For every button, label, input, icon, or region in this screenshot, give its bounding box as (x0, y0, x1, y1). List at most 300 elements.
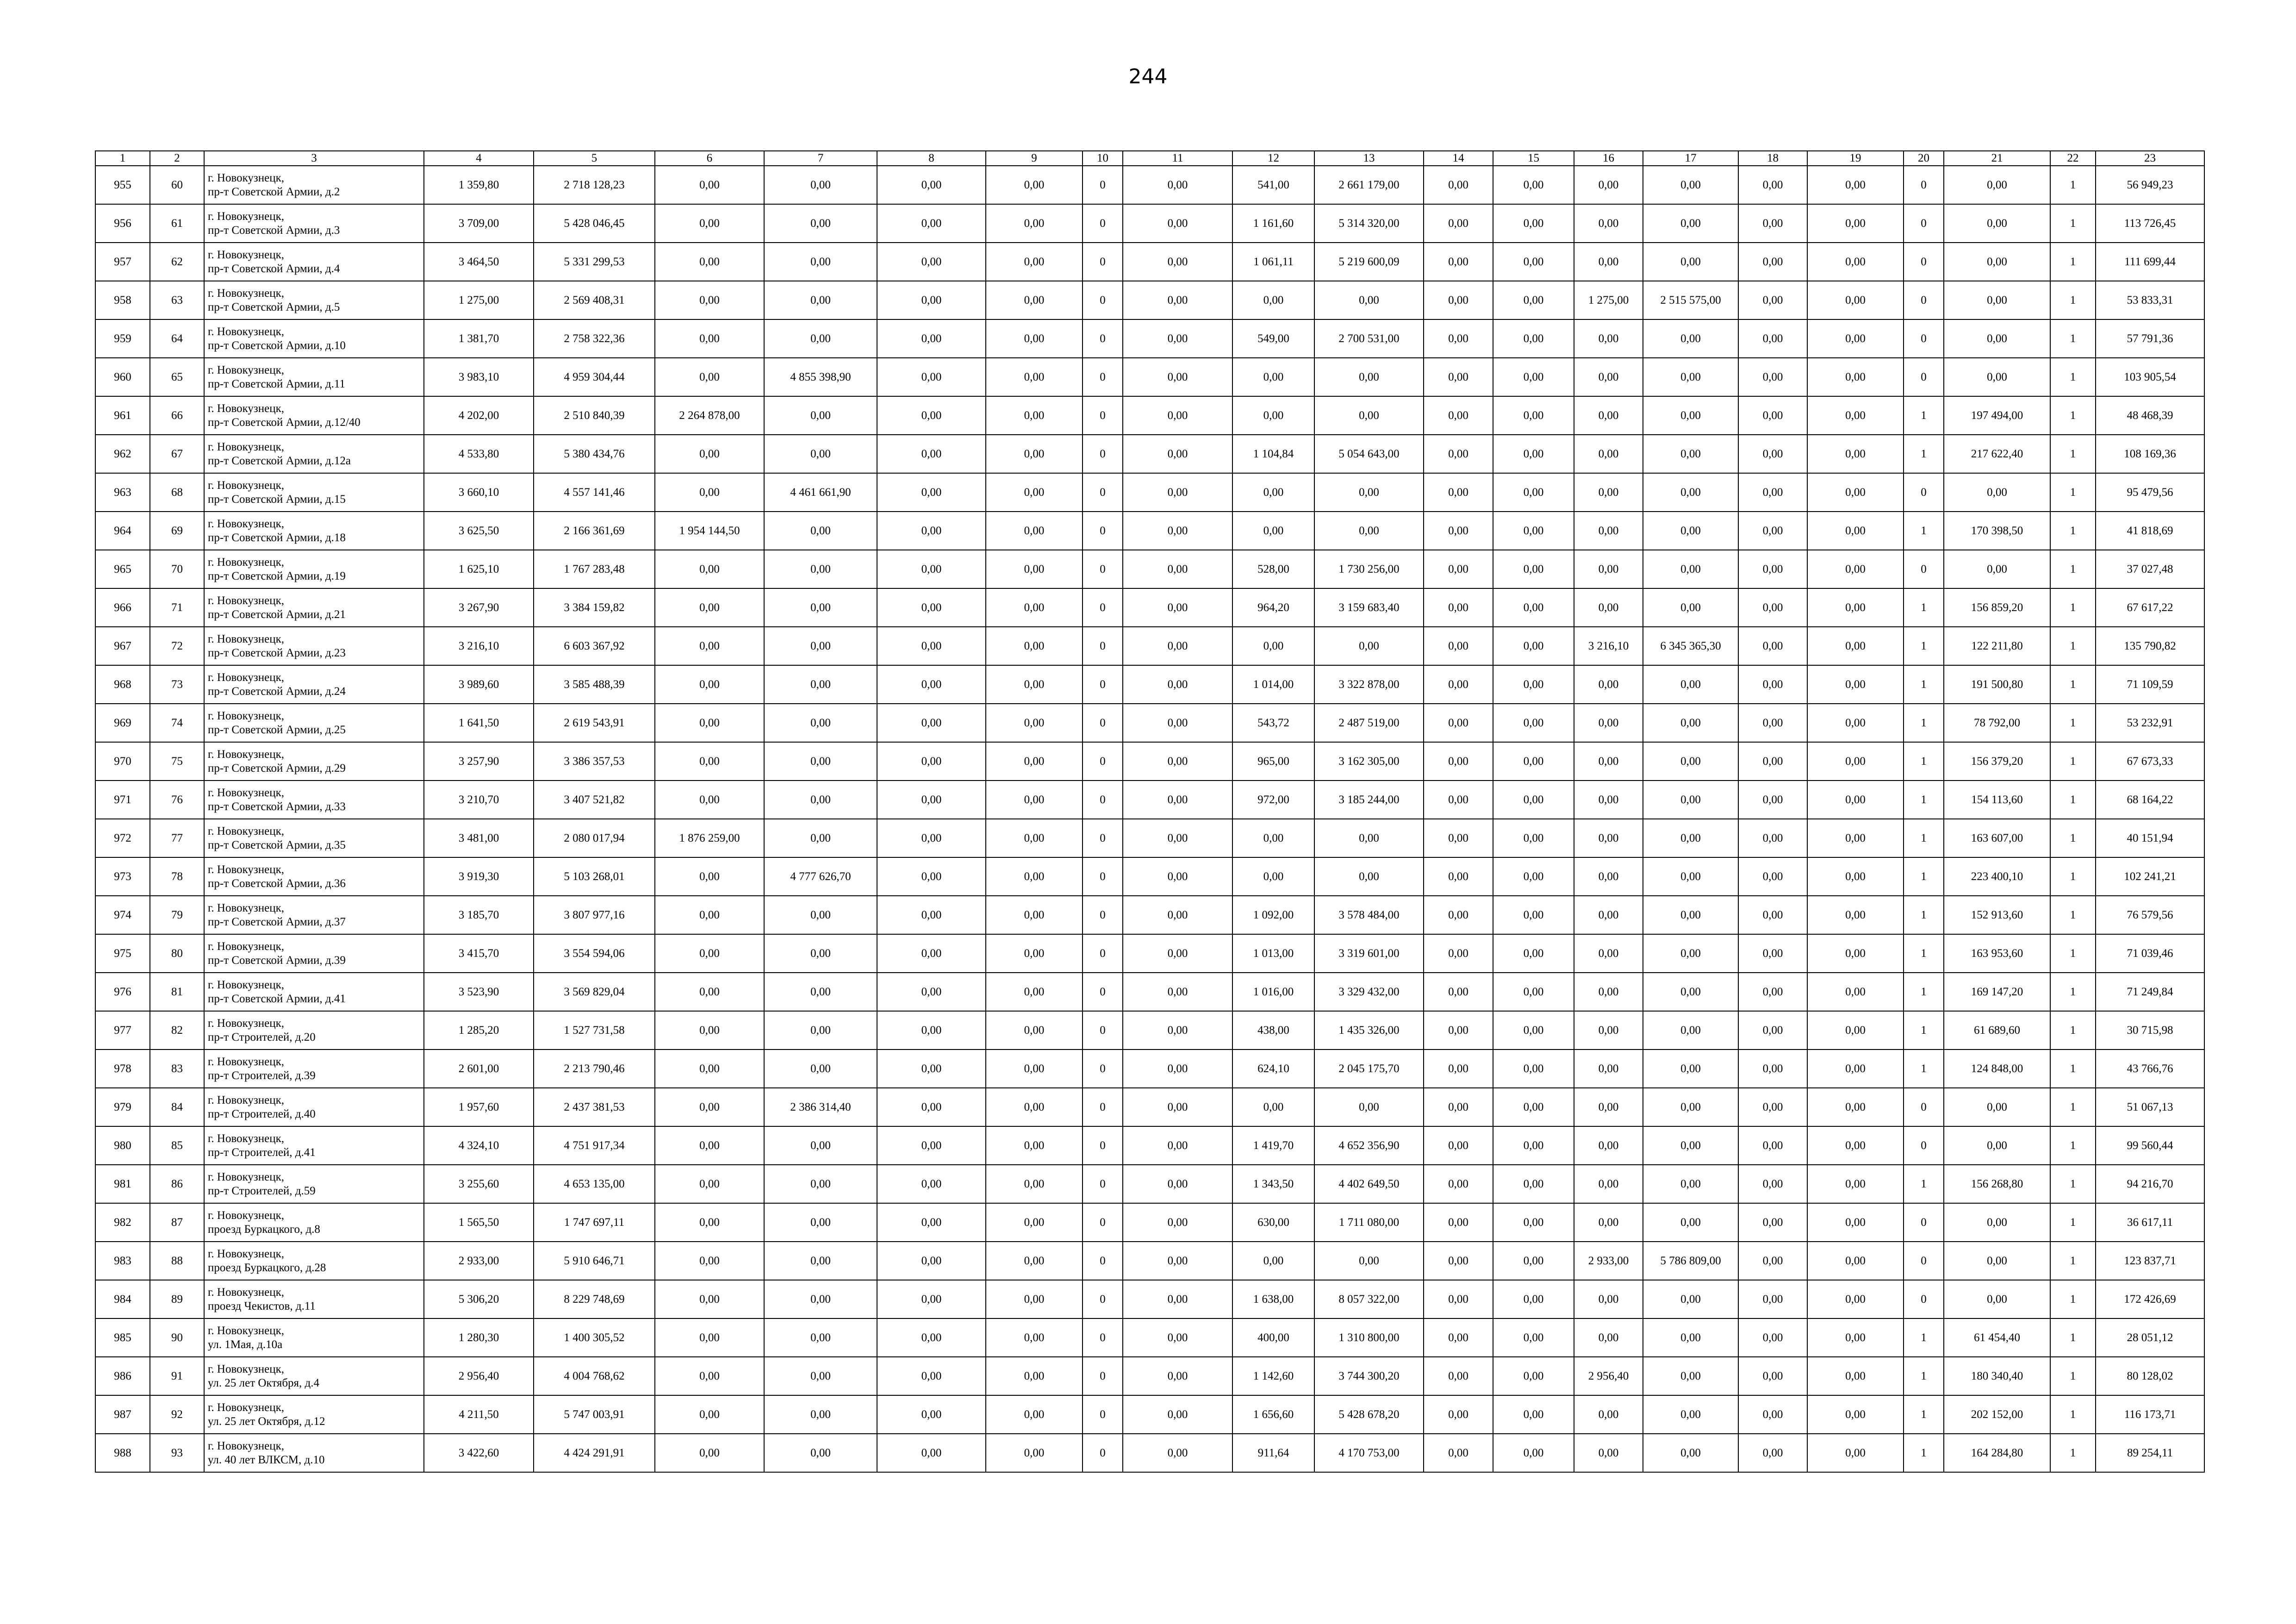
cell-col-8: 0,00 (877, 1280, 986, 1318)
address-street: пр-т Советской Армии, д.24 (208, 685, 346, 698)
cell-col-8: 0,00 (877, 550, 986, 588)
cell-col-8: 0,00 (877, 1318, 986, 1357)
address-cell (204, 550, 424, 588)
cell-col-1: 982 (95, 1203, 150, 1242)
address-street: пр-т Советской Армии, д.10 (208, 339, 346, 352)
cell-col-20: 1 (1904, 819, 1944, 857)
cell-col-10: 0 (1083, 166, 1123, 204)
cell-col-10: 0 (1083, 1242, 1123, 1280)
cell-col-11: 0,00 (1123, 1203, 1232, 1242)
cell-col-7: 4 855 398,90 (764, 358, 877, 396)
cell-col-20: 1 (1904, 934, 1944, 973)
table-row (95, 358, 2204, 396)
cell-col-22: 1 (2050, 934, 2096, 973)
cell-col-5: 1 747 697,11 (534, 1203, 655, 1242)
cell-col-22: 1 (2050, 704, 2096, 742)
column-number: 3 (204, 151, 424, 166)
cell-col-17: 0,00 (1643, 1395, 1738, 1434)
cell-col-19: 0,00 (1807, 243, 1904, 281)
address-street: пр-т Советской Армии, д.5 (208, 300, 340, 313)
cell-col-21: 191 500,80 (1944, 665, 2050, 704)
cell-col-20: 1 (1904, 396, 1944, 435)
cell-col-10: 0 (1083, 1165, 1123, 1203)
cell-col-22: 1 (2050, 512, 2096, 550)
cell-col-23: 95 479,56 (2096, 473, 2204, 512)
table-row (95, 1203, 2204, 1242)
cell-col-4: 4 533,80 (424, 435, 534, 473)
cell-col-21: 0,00 (1944, 1280, 2050, 1318)
cell-col-17: 0,00 (1643, 1318, 1738, 1357)
cell-col-2: 87 (150, 1203, 204, 1242)
cell-col-4: 1 381,70 (424, 319, 534, 358)
table-row (95, 473, 2204, 512)
cell-col-21: 0,00 (1944, 319, 2050, 358)
cell-col-11: 0,00 (1123, 665, 1232, 704)
cell-col-5: 5 428 046,45 (534, 204, 655, 243)
cell-col-20: 0 (1904, 1126, 1944, 1165)
cell-col-2: 91 (150, 1357, 204, 1395)
cell-col-12: 1 343,50 (1232, 1165, 1314, 1203)
cell-col-4: 1 565,50 (424, 1203, 534, 1242)
column-number: 1 (95, 151, 150, 166)
cell-col-6: 1 876 259,00 (655, 819, 764, 857)
cell-col-11: 0,00 (1123, 742, 1232, 781)
cell-col-18: 0,00 (1738, 588, 1807, 627)
cell-col-6: 0,00 (655, 319, 764, 358)
cell-col-18: 0,00 (1738, 1318, 1807, 1357)
cell-col-22: 1 (2050, 627, 2096, 665)
cell-col-8: 0,00 (877, 243, 986, 281)
cell-col-14: 0,00 (1424, 1395, 1493, 1434)
cell-col-12: 1 104,84 (1232, 435, 1314, 473)
address-street: пр-т Советской Армии, д.39 (208, 954, 346, 967)
cell-col-7: 0,00 (764, 243, 877, 281)
cell-col-12: 543,72 (1232, 704, 1314, 742)
cell-col-10: 0 (1083, 396, 1123, 435)
cell-col-12: 1 061,11 (1232, 243, 1314, 281)
cell-col-2: 80 (150, 934, 204, 973)
cell-col-7: 0,00 (764, 319, 877, 358)
cell-col-4: 3 481,00 (424, 819, 534, 857)
cell-col-23: 48 468,39 (2096, 396, 2204, 435)
cell-col-1: 978 (95, 1049, 150, 1088)
cell-col-10: 0 (1083, 704, 1123, 742)
cell-col-4: 2 601,00 (424, 1049, 534, 1088)
cell-col-13: 3 185 244,00 (1314, 781, 1424, 819)
cell-col-19: 0,00 (1807, 204, 1904, 243)
cell-col-14: 0,00 (1424, 166, 1493, 204)
address-cell (204, 857, 424, 896)
cell-col-18: 0,00 (1738, 319, 1807, 358)
cell-col-7: 0,00 (764, 588, 877, 627)
cell-col-11: 0,00 (1123, 1165, 1232, 1203)
cell-col-9: 0,00 (986, 857, 1083, 896)
column-number: 9 (986, 151, 1083, 166)
cell-col-5: 8 229 748,69 (534, 1280, 655, 1318)
cell-col-6: 0,00 (655, 166, 764, 204)
address-city: г. Новокузнецк, (208, 1093, 285, 1106)
cell-col-16: 0,00 (1574, 319, 1643, 358)
cell-col-1: 960 (95, 358, 150, 396)
address-street: пр-т Советской Армии, д.33 (208, 800, 346, 813)
cell-col-14: 0,00 (1424, 1049, 1493, 1088)
cell-col-16: 0,00 (1574, 1280, 1643, 1318)
cell-col-5: 3 384 159,82 (534, 588, 655, 627)
cell-col-12: 1 092,00 (1232, 896, 1314, 934)
cell-col-23: 36 617,11 (2096, 1203, 2204, 1242)
cell-col-22: 1 (2050, 1011, 2096, 1049)
column-number: 2 (150, 151, 204, 166)
cell-col-9: 0,00 (986, 1434, 1083, 1472)
cell-col-6: 0,00 (655, 550, 764, 588)
cell-col-10: 0 (1083, 665, 1123, 704)
cell-col-18: 0,00 (1738, 704, 1807, 742)
cell-col-5: 5 910 646,71 (534, 1242, 655, 1280)
cell-col-15: 0,00 (1493, 435, 1574, 473)
cell-col-8: 0,00 (877, 1126, 986, 1165)
address-street: пр-т Советской Армии, д.36 (208, 877, 346, 890)
table-row (95, 1126, 2204, 1165)
address-street: пр-т Советской Армии, д.23 (208, 646, 346, 659)
cell-col-17: 0,00 (1643, 358, 1738, 396)
address-cell (204, 281, 424, 319)
cell-col-19: 0,00 (1807, 1011, 1904, 1049)
cell-col-20: 1 (1904, 704, 1944, 742)
address-city: г. Новокузнецк, (208, 210, 285, 223)
cell-col-16: 0,00 (1574, 1049, 1643, 1088)
cell-col-23: 76 579,56 (2096, 896, 2204, 934)
cell-col-4: 3 989,60 (424, 665, 534, 704)
address-street: ул. 1Мая, д.10а (208, 1338, 283, 1351)
cell-col-10: 0 (1083, 204, 1123, 243)
table-row (95, 857, 2204, 896)
cell-col-23: 30 715,98 (2096, 1011, 2204, 1049)
cell-col-18: 0,00 (1738, 819, 1807, 857)
cell-col-14: 0,00 (1424, 473, 1493, 512)
cell-col-14: 0,00 (1424, 1088, 1493, 1126)
address-city: г. Новокузнецк, (208, 440, 285, 453)
cell-col-14: 0,00 (1424, 1165, 1493, 1203)
cell-col-10: 0 (1083, 243, 1123, 281)
address-cell (204, 1126, 424, 1165)
cell-col-6: 0,00 (655, 857, 764, 896)
cell-col-5: 4 959 304,44 (534, 358, 655, 396)
cell-col-9: 0,00 (986, 1318, 1083, 1357)
cell-col-19: 0,00 (1807, 1357, 1904, 1395)
address-city: г. Новокузнецк, (208, 1055, 285, 1068)
cell-col-21: 61 454,40 (1944, 1318, 2050, 1357)
cell-col-20: 0 (1904, 1280, 1944, 1318)
cell-col-16: 0,00 (1574, 512, 1643, 550)
cell-col-2: 61 (150, 204, 204, 243)
address-city: г. Новокузнецк, (208, 1017, 285, 1030)
cell-col-4: 1 280,30 (424, 1318, 534, 1357)
address-city: г. Новокузнецк, (208, 940, 285, 953)
cell-col-8: 0,00 (877, 204, 986, 243)
cell-col-9: 0,00 (986, 1011, 1083, 1049)
address-street: пр-т Советской Армии, д.21 (208, 608, 346, 621)
cell-col-10: 0 (1083, 281, 1123, 319)
cell-col-6: 0,00 (655, 1203, 764, 1242)
cell-col-23: 102 241,21 (2096, 857, 2204, 896)
cell-col-21: 78 792,00 (1944, 704, 2050, 742)
cell-col-5: 1 767 283,48 (534, 550, 655, 588)
cell-col-14: 0,00 (1424, 973, 1493, 1011)
cell-col-1: 967 (95, 627, 150, 665)
cell-col-1: 983 (95, 1242, 150, 1280)
table-row (95, 1357, 2204, 1395)
address-city: г. Новокузнецк, (208, 901, 285, 914)
cell-col-7: 0,00 (764, 742, 877, 781)
cell-col-12: 1 016,00 (1232, 973, 1314, 1011)
cell-col-14: 0,00 (1424, 934, 1493, 973)
cell-col-10: 0 (1083, 1049, 1123, 1088)
cell-col-16: 0,00 (1574, 1434, 1643, 1472)
cell-col-15: 0,00 (1493, 1434, 1574, 1472)
cell-col-18: 0,00 (1738, 781, 1807, 819)
cell-col-21: 0,00 (1944, 243, 2050, 281)
cell-col-13: 2 045 175,70 (1314, 1049, 1424, 1088)
cell-col-1: 956 (95, 204, 150, 243)
cell-col-13: 1 730 256,00 (1314, 550, 1424, 588)
cell-col-16: 0,00 (1574, 781, 1643, 819)
table-row (95, 1242, 2204, 1280)
cell-col-10: 0 (1083, 627, 1123, 665)
table-row (95, 435, 2204, 473)
cell-col-15: 0,00 (1493, 1011, 1574, 1049)
cell-col-14: 0,00 (1424, 665, 1493, 704)
table-row (95, 550, 2204, 588)
cell-col-14: 0,00 (1424, 512, 1493, 550)
address-city: г. Новокузнецк, (208, 1247, 285, 1260)
cell-col-12: 624,10 (1232, 1049, 1314, 1088)
cell-col-20: 1 (1904, 781, 1944, 819)
cell-col-19: 0,00 (1807, 704, 1904, 742)
cell-col-4: 3 709,00 (424, 204, 534, 243)
cell-col-7: 0,00 (764, 1280, 877, 1318)
table-row (95, 281, 2204, 319)
cell-col-23: 57 791,36 (2096, 319, 2204, 358)
cell-col-19: 0,00 (1807, 1165, 1904, 1203)
cell-col-13: 4 170 753,00 (1314, 1434, 1424, 1472)
cell-col-9: 0,00 (986, 512, 1083, 550)
cell-col-1: 977 (95, 1011, 150, 1049)
cell-col-12: 438,00 (1232, 1011, 1314, 1049)
cell-col-11: 0,00 (1123, 1434, 1232, 1472)
cell-col-14: 0,00 (1424, 781, 1493, 819)
address-cell (204, 319, 424, 358)
cell-col-6: 1 954 144,50 (655, 512, 764, 550)
cell-col-5: 3 585 488,39 (534, 665, 655, 704)
cell-col-17: 0,00 (1643, 1357, 1738, 1395)
cell-col-15: 0,00 (1493, 934, 1574, 973)
cell-col-2: 84 (150, 1088, 204, 1126)
address-street: пр-т Строителей, д.39 (208, 1069, 316, 1082)
cell-col-9: 0,00 (986, 934, 1083, 973)
cell-col-5: 2 166 361,69 (534, 512, 655, 550)
cell-col-18: 0,00 (1738, 396, 1807, 435)
cell-col-4: 3 210,70 (424, 781, 534, 819)
cell-col-11: 0,00 (1123, 512, 1232, 550)
cell-col-15: 0,00 (1493, 1395, 1574, 1434)
cell-col-13: 3 319 601,00 (1314, 934, 1424, 973)
cell-col-19: 0,00 (1807, 473, 1904, 512)
cell-col-19: 0,00 (1807, 934, 1904, 973)
cell-col-23: 71 109,59 (2096, 665, 2204, 704)
cell-col-20: 1 (1904, 588, 1944, 627)
cell-col-15: 0,00 (1493, 1318, 1574, 1357)
cell-col-8: 0,00 (877, 1242, 986, 1280)
cell-col-8: 0,00 (877, 473, 986, 512)
cell-col-12: 0,00 (1232, 627, 1314, 665)
cell-col-8: 0,00 (877, 1203, 986, 1242)
cell-col-20: 1 (1904, 1318, 1944, 1357)
address-street: пр-т Советской Армии, д.29 (208, 762, 346, 775)
cell-col-6: 0,00 (655, 742, 764, 781)
cell-col-13: 3 322 878,00 (1314, 665, 1424, 704)
column-number: 4 (424, 151, 534, 166)
cell-col-21: 0,00 (1944, 1088, 2050, 1126)
cell-col-10: 0 (1083, 1318, 1123, 1357)
cell-col-19: 0,00 (1807, 166, 1904, 204)
cell-col-13: 5 314 320,00 (1314, 204, 1424, 243)
cell-col-13: 0,00 (1314, 1242, 1424, 1280)
cell-col-16: 0,00 (1574, 588, 1643, 627)
table-row (95, 588, 2204, 627)
cell-col-10: 0 (1083, 1434, 1123, 1472)
cell-col-2: 78 (150, 857, 204, 896)
cell-col-22: 1 (2050, 166, 2096, 204)
cell-col-20: 1 (1904, 973, 1944, 1011)
address-city: г. Новокузнецк, (208, 1209, 285, 1222)
cell-col-22: 1 (2050, 1126, 2096, 1165)
cell-col-16: 0,00 (1574, 973, 1643, 1011)
cell-col-11: 0,00 (1123, 896, 1232, 934)
address-cell (204, 973, 424, 1011)
cell-col-19: 0,00 (1807, 1203, 1904, 1242)
cell-col-9: 0,00 (986, 435, 1083, 473)
cell-col-21: 223 400,10 (1944, 857, 2050, 896)
cell-col-7: 0,00 (764, 1165, 877, 1203)
cell-col-11: 0,00 (1123, 204, 1232, 243)
cell-col-13: 0,00 (1314, 627, 1424, 665)
cell-col-10: 0 (1083, 781, 1123, 819)
cell-col-15: 0,00 (1493, 704, 1574, 742)
cell-col-21: 180 340,40 (1944, 1357, 2050, 1395)
cell-col-9: 0,00 (986, 358, 1083, 396)
cell-col-12: 0,00 (1232, 1088, 1314, 1126)
cell-col-17: 0,00 (1643, 934, 1738, 973)
cell-col-16: 0,00 (1574, 742, 1643, 781)
address-cell (204, 204, 424, 243)
cell-col-14: 0,00 (1424, 550, 1493, 588)
cell-col-9: 0,00 (986, 781, 1083, 819)
cell-col-21: 163 953,60 (1944, 934, 2050, 973)
cell-col-23: 103 905,54 (2096, 358, 2204, 396)
address-city: г. Новокузнецк, (208, 248, 285, 261)
cell-col-9: 0,00 (986, 627, 1083, 665)
cell-col-9: 0,00 (986, 819, 1083, 857)
cell-col-21: 0,00 (1944, 1126, 2050, 1165)
cell-col-20: 1 (1904, 1357, 1944, 1395)
cell-col-15: 0,00 (1493, 1165, 1574, 1203)
cell-col-7: 0,00 (764, 819, 877, 857)
cell-col-23: 41 818,69 (2096, 512, 2204, 550)
cell-col-14: 0,00 (1424, 742, 1493, 781)
cell-col-21: 0,00 (1944, 473, 2050, 512)
cell-col-12: 1 161,60 (1232, 204, 1314, 243)
address-street: пр-т Советской Армии, д.4 (208, 262, 340, 275)
cell-col-17: 2 515 575,00 (1643, 281, 1738, 319)
cell-col-5: 4 004 768,62 (534, 1357, 655, 1395)
cell-col-5: 4 653 135,00 (534, 1165, 655, 1203)
cell-col-12: 400,00 (1232, 1318, 1314, 1357)
cell-col-21: 156 379,20 (1944, 742, 2050, 781)
cell-col-17: 0,00 (1643, 166, 1738, 204)
cell-col-7: 0,00 (764, 1126, 877, 1165)
cell-col-22: 1 (2050, 243, 2096, 281)
cell-col-17: 0,00 (1643, 243, 1738, 281)
cell-col-12: 541,00 (1232, 166, 1314, 204)
cell-col-14: 0,00 (1424, 1357, 1493, 1395)
address-cell (204, 588, 424, 627)
cell-col-8: 0,00 (877, 319, 986, 358)
cell-col-21: 0,00 (1944, 166, 2050, 204)
cell-col-2: 93 (150, 1434, 204, 1472)
cell-col-9: 0,00 (986, 281, 1083, 319)
cell-col-11: 0,00 (1123, 1357, 1232, 1395)
address-street: проезд Чекистов, д.11 (208, 1299, 316, 1312)
cell-col-7: 0,00 (764, 781, 877, 819)
cell-col-20: 0 (1904, 243, 1944, 281)
cell-col-21: 0,00 (1944, 281, 2050, 319)
cell-col-15: 0,00 (1493, 512, 1574, 550)
cell-col-22: 1 (2050, 742, 2096, 781)
address-city: г. Новокузнецк, (208, 363, 285, 376)
cell-col-8: 0,00 (877, 781, 986, 819)
cell-col-22: 1 (2050, 1165, 2096, 1203)
cell-col-1: 968 (95, 665, 150, 704)
cell-col-19: 0,00 (1807, 1434, 1904, 1472)
cell-col-19: 0,00 (1807, 973, 1904, 1011)
column-number: 19 (1807, 151, 1904, 166)
cell-col-7: 0,00 (764, 1242, 877, 1280)
table-row (95, 896, 2204, 934)
table-row (95, 819, 2204, 857)
cell-col-17: 0,00 (1643, 857, 1738, 896)
cell-col-1: 957 (95, 243, 150, 281)
cell-col-17: 0,00 (1643, 435, 1738, 473)
cell-col-5: 3 407 521,82 (534, 781, 655, 819)
cell-col-2: 66 (150, 396, 204, 435)
cell-col-15: 0,00 (1493, 1242, 1574, 1280)
cell-col-12: 1 638,00 (1232, 1280, 1314, 1318)
cell-col-18: 0,00 (1738, 742, 1807, 781)
address-street: пр-т Строителей, д.41 (208, 1146, 316, 1159)
cell-col-1: 958 (95, 281, 150, 319)
cell-col-16: 0,00 (1574, 243, 1643, 281)
cell-col-20: 1 (1904, 1165, 1944, 1203)
address-cell (204, 396, 424, 435)
cell-col-4: 1 285,20 (424, 1011, 534, 1049)
cell-col-21: 154 113,60 (1944, 781, 2050, 819)
cell-col-21: 156 268,80 (1944, 1165, 2050, 1203)
cell-col-19: 0,00 (1807, 1126, 1904, 1165)
cell-col-15: 0,00 (1493, 281, 1574, 319)
cell-col-15: 0,00 (1493, 627, 1574, 665)
cell-col-15: 0,00 (1493, 204, 1574, 243)
address-cell (204, 1434, 424, 1472)
